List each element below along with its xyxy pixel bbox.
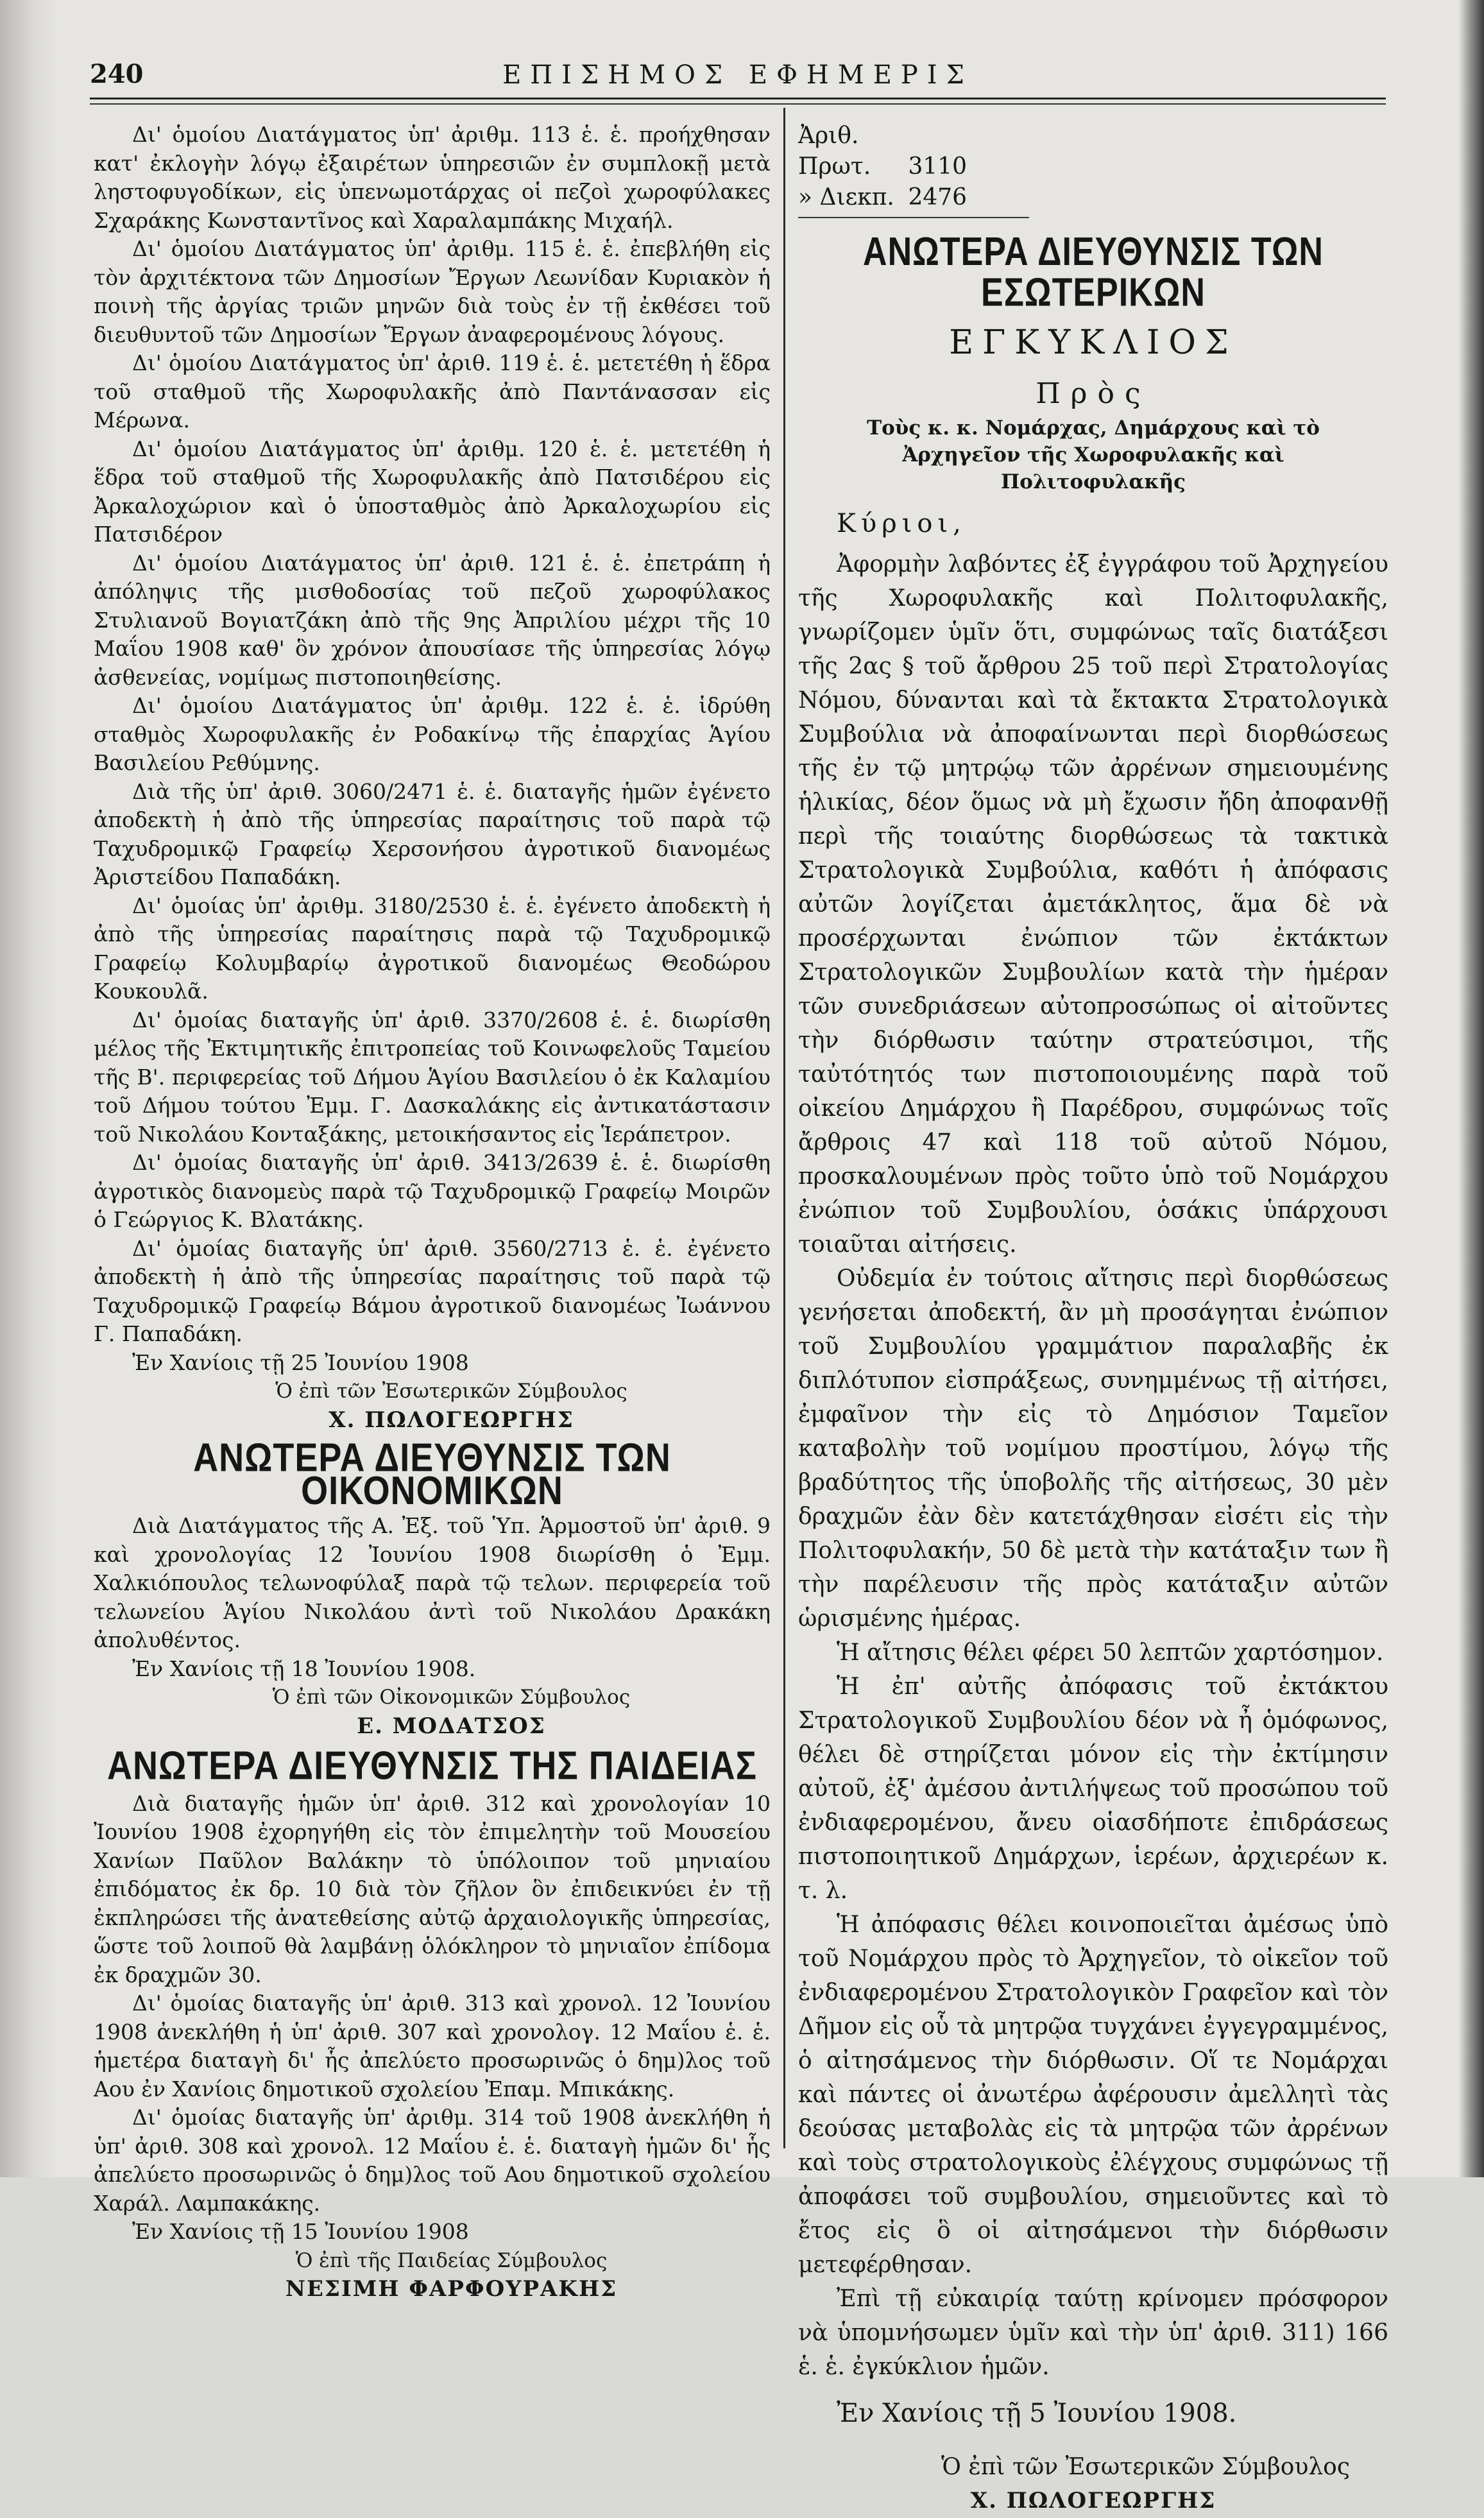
paragraph: Δι' ὁμοίου Διατάγματος ὑπ' ἀριθμ. 115 ἑ. ἑ. ἐπεβλήθη εἰς τὸν ἀρχιτέκτονα τῶν Δημοσίων Ἔργων Λεωνίδαν Κυριακὸν ἡ ποινὴ τῆς ἀργίας τριῶν μηνῶν διὰ τοὺς ἐν τῇ ἐκθέσει τοῦ διευθυντοῦ τῶν Δημοσίων Ἔργων ἀναφερομένους λόγους. xyxy=(94,236,771,347)
section-heading: ΑΝΩΤΕΡΑ ΔΙΕΥΘΥΝΣΙΣ ΤΗΣ ΠΑΙΔΕΙΑΣ xyxy=(107,1743,758,1788)
dispatch-label: » Διεκπ. xyxy=(798,184,894,210)
date-line: Ἐν Χανίοις τῇ 25 Ἰουνίου 1908 xyxy=(132,1349,469,1375)
page-number: 240 xyxy=(90,59,144,89)
paragraph: Δι' ὁμοίας ὑπ' ἀριθμ. 3180/2530 ἑ. ἑ. ἐγένετο ἀποδεκτὴ ἡ ἀπὸ τῆς ὑπηρεσίας παραίτησις παρὰ τῷ Ταχυδρομικῷ Γραφείῳ Κολυμβαρίῳ ἀγροτικοῦ διανομέως Θεοδώρου Κουκουλᾶ. xyxy=(94,893,771,1004)
column-divider xyxy=(783,108,785,2148)
right-column xyxy=(798,121,1388,2518)
signature-name: ΝΕΣΙΜΗ ΦΑΡΦΟΥΡΑΚΗΣ xyxy=(285,2276,618,2302)
paragraph: Ἡ ἐπ' αὐτῆς ἀπόφασις τοῦ ἐκτάκτου Στρατολογικοῦ Συμβουλίου δέον νὰ ἦ ὁμόφωνος, θέλει δὲ στηρίζεται μόνον εἰς τὴν ἐκτίμησιν αὐτοῦ, ἐξ' ἀμέσου ἀντιλήψεως τοῦ προσώπου τοῦ ἐνδιαφερομένου, ἄνευ οἱασδήποτε ἐπιδράσεως πιστοποιητικοῦ Δημάρχων, ἱερέων, ἀρχιερέων κ. τ. λ. xyxy=(798,1674,1388,1904)
protocol-value: 3110 xyxy=(908,153,968,180)
circular-title: ΕΓΚΥΚΛΙΟΣ xyxy=(949,323,1238,362)
paragraph: Ἐπὶ τῇ εὐκαιρίᾳ ταύτῃ κρίνομεν πρόσφορον νὰ ὑπομνήσωμεν ὑμῖν καὶ τὴν ὑπ' ἀριθ. 311) 166 ἑ. ἑ. ἐγκύκλιον ἡμῶν. xyxy=(798,2286,1388,2380)
paragraph: Δι' ὁμοίου Διατάγματος ὑπ' ἀριθμ. 122 ἑ. ἑ. ἱδρύθη σταθμὸς Χωροφυλακῆς ἐν Ροδακίνῳ τῆς ἐπαρχίας Ἁγίου Βασιλείου Ρεθύμνης. xyxy=(94,693,771,775)
paragraph: Δι' ὁμοίας διαταγῆς ὑπ' ἀριθ. 3370/2608 ἑ. ἑ. διωρίσθη μέλος τῆς Ἐκτιμητικῆς ἐπιτροπείας τοῦ Κοινωφελοῦς Ταμείου τῆς Β'. περιφερείας τοῦ Δήμου Ἁγίου Βασιλείου ὁ ἐκ Καλαμίου τοῦ Δήμου τούτου Ἐμμ. Γ. Δασκαλάκης εἰς ἀντικατάστασιν τοῦ Νικολάου Κονταξάκης, μετοικήσαντος εἰς Ἱεράπετρον. xyxy=(94,1007,771,1147)
protocol-numbers xyxy=(798,121,1029,218)
recipients: Τοὺς κ. κ. Νομάρχας, Δημάρχους καὶ τὸ Ἀρχηγεῖον τῆς Χωροφυλακῆς καὶ Πολιτοφυλακῆς xyxy=(867,416,1320,493)
signature-title: Ὁ ἐπὶ τῶν Ἐσωτερικῶν Σύμβουλος xyxy=(941,2454,1350,2480)
section-heading: ΑΝΩΤΕΡΑ ΔΙΕΥΘΥΝΣΙΣ ΤΩΝ ΕΣΩΤΕΡΙΚΩΝ xyxy=(863,229,1324,315)
page-shadow-left xyxy=(0,0,58,2177)
paragraph: Διὰ διαταγῆς ἡμῶν ὑπ' ἀριθ. 312 καὶ χρονολογίαν 10 Ἰουνίου 1908 ἐχορηγήθη εἰς τὸν ἐπιμελητὴν τοῦ Μουσείου Χανίων Παῦλον Βαλάκην τὸ ὑπόλοιπον τοῦ μηνιαίου ἐπιδόματος ἐκ δρ. 10 διὰ τὸν ζῆλον ὃν ἐπιδεικνύει ἐν τῇ ἐκπληρώσει τῆς ἀνατεθείσης αὐτῷ ἀρχαιολογικῆς ὑπηρεσίας, ὥστε τοῦ λοιποῦ θὰ λαμβάνῃ ὁλόκληρον τὸ μηνιαῖον ἐπίδομα ἐκ δραχμῶν 30. xyxy=(94,1790,771,1987)
section-heading: ΑΝΩΤΕΡΑ ΔΙΕΥΘΥΝΣΙΣ ΤΩΝ ΟΙΚΟΝΟΜΙΚΩΝ xyxy=(193,1435,671,1513)
paragraph: Ἡ ἀπόφασις θέλει κοινοποιεῖται ἀμέσως ὑπὸ τοῦ Νομάρχου πρὸς τὸ Ἀρχηγεῖον, τὸ οἰκεῖον τοῦ ἐνδιαφερομένου Στρατολογικὸν Γραφεῖον καὶ τὸν Δῆμον εἰς οὗ τὰ μητρῷα τυγχάνει ἐγγεγραμμένος, ὁ αἰτησάμενος τὴν διόρθωσιν. Οἵ τε Νομάρχαι καὶ πάντες οἱ ἀνωτέρω ἀφέρουσιν ἀμελλητὶ τὰς δεούσας μεταβολὰς εἰς τὰ μητρῷα τῶν ἀρρένων καὶ τοὺς στρατολογικοὺς ἐλέγχους συμφώνως τῇ ἀποφάσει τοῦ συμβουλίου, σημειοῦντες καὶ τὸ ἔτος εἰς ὃ οἱ αἰτησάμενοι τὴν διόρθωσιν μετεφέρθησαν. xyxy=(798,1912,1388,2278)
paragraph: Ἡ αἴτησις θέλει φέρει 50 λεπτῶν χαρτόσημον. xyxy=(837,1640,1384,1666)
salutation: Κύριοι, xyxy=(837,509,966,538)
dispatch-value: 2476 xyxy=(908,184,968,210)
date-line: Ἐν Χανίοις τῇ 15 Ἰουνίου 1908 xyxy=(132,2219,469,2244)
signature-name: Χ. ΠΩΛΟΓΕΩΡΓΗΣ xyxy=(328,1407,574,1433)
paragraph: Δι' ὁμοίου Διατάγματος ὑπ' ἀριθμ. 113 ἑ. ἑ. προήχθησαν κατ' ἐκλογὴν λόγῳ ἐξαιρέτων ὑπηρεσιῶν ἐν συμπλοκῇ μετὰ ληστοφυγοδίκων, εἰς ὑπενωμοτάρχας οἱ πεζοὶ χωροφύλακες Σχαράκης Κωνσταντῖνος καὶ Χαραλαμπάκης Μιχαήλ. xyxy=(94,122,771,233)
addressee-prefix: Πρὸς xyxy=(1036,377,1151,410)
paragraph: Δι' ὁμοίας διαταγῆς ὑπ' ἀριθ. 313 καὶ χρονολ. 12 Ἰουνίου 1908 ἀνεκλήθη ἡ ὑπ' ἀριθ. 307 καὶ χρονολογ. 12 Μαΐου ἑ. ἑ. ἡμετέρα διαταγὴ δι' ἧς ἀπελύετο προσωρινῶς ὁ δημ)λος τοῦ Αου ἐν Χανίοις δημοτικοῦ σχολείου Ἐπαμ. Μπικάκης. xyxy=(94,1991,771,2102)
page-header xyxy=(90,56,1386,92)
paragraph: Οὐδεμία ἐν τούτοις αἴτησις περὶ διορθώσεως γενήσεται ἀποδεκτή, ἂν μὴ προσάγηται ἐνώπιον τοῦ Συμβουλίου γραμμάτιον παραλαβῆς ἐκ διπλότυπον εἰσπράξεως, συνημμένως τῇ αἰτήσει, ἐμφαῖνον τὴν εἰς τὸ Δημόσιον Ταμεῖον καταβολὴν τοῦ νομίμου προστίμου, λόγῳ τῆς βραδύτητος τῆς ὑποβολῆς τῆς αἰτήσεως, 30 μὲν δραχμῶν ἐὰν δὲν κατετάχθησαν εἰσέτι εἰς τὴν Πολιτοφυλακήν, 50 δὲ μετὰ τὴν κατάταξιν των ἢ τὴν παρέλευσιν τῆς πρὸς κατάταξιν αὐτῶν ὡρισμένης ἡμέρας. xyxy=(798,1265,1388,1632)
dispatch-row xyxy=(798,182,1029,213)
paragraph: Δι' ὁμοίου Διατάγματος ὑπ' ἀριθμ. 120 ἑ. ἑ. μετετέθη ἡ ἕδρα τοῦ σταθμοῦ τῆς Χωροφυλακῆς ἀπὸ Πατσιδέρου εἰς Ἀρκαλοχώριον καὶ ὁ ὑποσταθμὸς ἀπὸ Ἀρκαλοχωρίου εἰς Πατσιδέρον xyxy=(94,436,771,547)
date-line: Ἐν Χανίοις τῇ 5 Ἰουνίου 1908. xyxy=(837,2399,1237,2428)
signature-name: Ε. ΜΟΔΑΤΣΟΣ xyxy=(357,1713,546,1739)
paragraph: Δι' ὁμοίου Διατάγματος ὑπ' ἀριθ. 119 ἑ. ἑ. μετετέθη ἡ ἕδρα τοῦ σταθμοῦ τῆς Χωροφυλακῆς ἀπὸ Παντάνασσαν εἰς Μέρωνα. xyxy=(94,350,771,433)
running-title: ΕΠΙΣΗΜΟΣ ΕΦΗΜΕΡΙΣ xyxy=(502,60,973,90)
paragraph: Δι' ὁμοίου Διατάγματος ὑπ' ἀριθ. 121 ἑ. ἑ. ἐπετράπη ἡ ἀπόληψις τῆς μισθοδοσίας τοῦ πεζοῦ χωροφύλακος Στυλιανοῦ Βογιατζάκη ἀπὸ τῆς 9ης Ἀπριλίου μέχρι τῆς 10 Μαΐου 1908 καθ' ὃν χρόνον ἀπουσίασε τῆς ὑπηρεσίας λόγῳ ἀσθενείας, νομίμως πιστοποιηθείσης. xyxy=(94,550,771,690)
signature-name: Χ. ΠΩΛΟΓΕΩΡΓΗΣ xyxy=(970,2488,1216,2514)
protocol-row xyxy=(798,121,1029,182)
paragraph: Διὰ τῆς ὑπ' ἀριθ. 3060/2471 ἑ. ἑ. διαταγῆς ἡμῶν ἐγένετο ἀποδεκτὴ ἡ ἀπὸ τῆς ὑπηρεσίας παραίτησις τοῦ παρὰ τῷ Ταχυδρομικῷ Γραφείῳ Χερσονήσου ἀγροτικοῦ διανομέως Ἀριστείδου Παπαδάκη. xyxy=(94,778,771,889)
left-column xyxy=(94,121,771,2304)
date-line: Ἐν Χανίοις τῇ 18 Ἰουνίου 1908. xyxy=(132,1656,476,1681)
paragraph: Ἀφορμὴν λαβόντες ἐξ ἐγγράφου τοῦ Ἀρχηγείου τῆς Χωροφυλακῆς καὶ Πολιτοφυλακῆς, γνωρίζομεν ὑμῖν ὅτι, συμφώνως ταῖς διατάξεσι τῆς 2ας § τοῦ ἄρθρου 25 τοῦ περὶ Στρατολογίας Νόμου, δύνανται καὶ τὰ ἔκτακτα Στρατολογικὰ Συμβούλια νὰ ἀποφαίνωνται περὶ διορθώσεως τῆς ἐν τῷ μητρῴῳ τῶν ἀρρένων σημειουμένης ἡλικίας, δέον ὅμως νὰ μὴ ἔχωσιν ἤδη ἀποφανθῇ περὶ τῆς τοιαύτης διορθώσεως τὰ τακτικὰ Στρατολογικὰ Συμβούλια, καθότι ἡ ἀπόφασις αὐτῶν λογίζεται ἀμετάκλητος, ἅμα δὲ νὰ προσέρχωνται ἐνώπιον τῶν ἐκτάκτων Στρατολογικῶν Συμβουλίων κατὰ τὴν ἡμέραν τῶν συνεδριάσεων αὐτοπροσώπως οἱ αἰτοῦντες τὴν διόρθωσιν ταύτην στρατεύσιμοι, τῆς ταὐτότητός των πιστοποιουμένης παρὰ τοῦ οἰκείου Δημάρχου ἢ Παρέδρου, συμφώνως τοῖς ἄρθροις 47 καὶ 118 τοῦ αὐτοῦ Νόμου, προσκαλουμένων πρὸς τοῦτο ὑπὸ τοῦ Νομάρχου ἐνώπιον τοῦ Συμβουλίου, ὁσάκις ὑπάρχουσι τοιαῦται αἰτήσεις. xyxy=(798,551,1388,1258)
paragraph: Διὰ Διατάγματος τῆς Α. Ἐξ. τοῦ Ὑπ. Ἁρμοστοῦ ὑπ' ἀριθ. 9 καὶ χρονολογίας 12 Ἰουνίου 1908 διωρίσθη ὁ Ἐμμ. Χαλκιόπουλος τελωνοφύλαξ παρὰ τῷ τελων. περιφερεία τοῦ τελωνείου Ἁγίου Νικολάου ἀντὶ τοῦ Νικολάου Δρακάκη ἀπολυθέντος. xyxy=(94,1513,771,1652)
signature-title: Ὁ ἐπὶ τῶν Οἰκονομικῶν Σύμβουλος xyxy=(272,1686,631,1709)
header-rule xyxy=(90,98,1386,105)
page-shadow-right xyxy=(1458,0,1484,2177)
paragraph: Δι' ὁμοίας διαταγῆς ὑπ' ἀριθμ. 314 τοῦ 1908 ἀνεκλήθη ἡ ὑπ' ἀριθ. 308 καὶ χρονολ. 12 Μαΐου ἑ. ἑ. διαταγὴ ἡμῶν δι' ἧς ἀπελύετο προσωρινῶς ὁ δημ)λος τοῦ Αου δημοτικοῦ σχολείου Χαράλ. Λαμπακάκης. xyxy=(94,2105,771,2216)
protocol-label: Ἀριθ. Πρωτ. xyxy=(798,123,871,180)
paragraph: Δι' ὁμοίας διαταγῆς ὑπ' ἀριθ. 3560/2713 ἑ. ἑ. ἐγένετο ἀποδεκτὴ ἡ ἀπὸ τῆς ὑπηρεσίας παραίτησις τοῦ παρὰ τῷ Ταχυδρομικῷ Γραφείῳ Βάμου ἀγροτικοῦ διανομέως Ἰωάννου Γ. Παπαδάκη. xyxy=(94,1235,771,1346)
signature-title: Ὁ ἐπὶ τῆς Παιδείας Σύμβουλος xyxy=(295,2248,608,2272)
paragraph: Δι' ὁμοίας διαταγῆς ὑπ' ἀριθ. 3413/2639 ἑ. ἑ. διωρίσθη ἀγροτικὸς διανομεὺς παρὰ τῷ Ταχυδρομικῷ Γραφείῳ Μοιρῶν ὁ Γεώργιος Κ. Βλατάκης. xyxy=(94,1150,771,1232)
signature-title: Ὁ ἐπὶ τῶν Ἐσωτερικῶν Σύμβουλος xyxy=(275,1380,627,1403)
